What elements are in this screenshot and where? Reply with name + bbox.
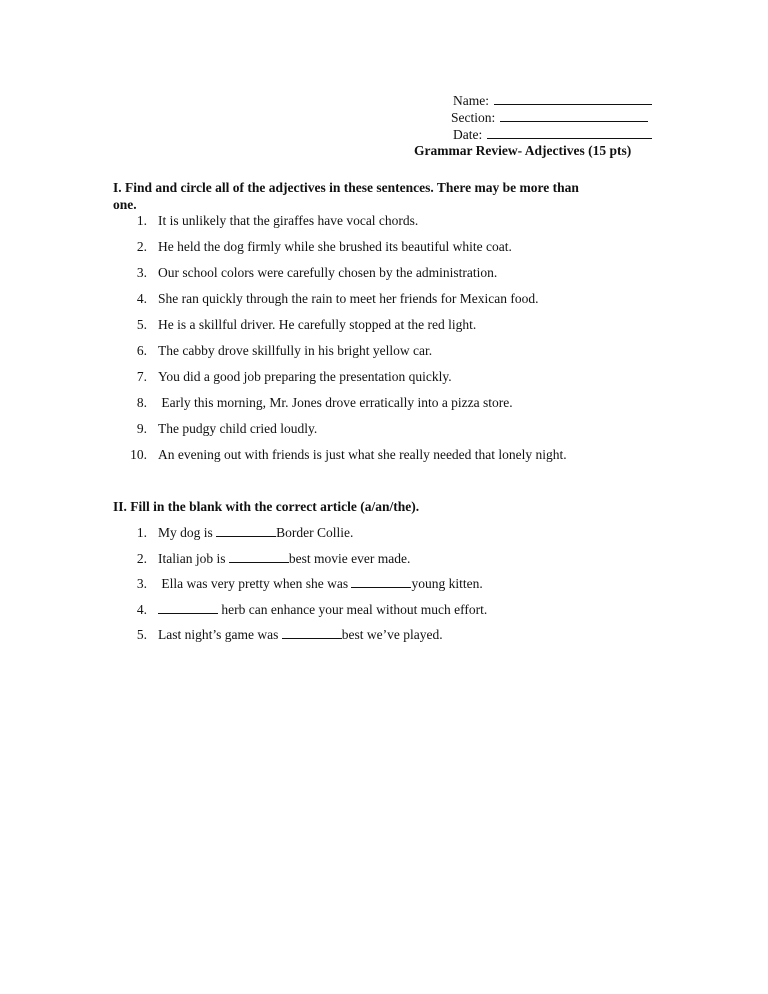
item-number: 7. <box>136 369 147 384</box>
answer-blank[interactable] <box>229 549 289 563</box>
item-number: 3. <box>136 265 147 280</box>
item-text <box>158 600 487 620</box>
item-text <box>158 523 353 543</box>
item-number: 6. <box>136 343 147 358</box>
answer-blank[interactable] <box>216 523 276 537</box>
item-text-after: young kitten. <box>411 576 483 592</box>
item-text <box>158 549 410 569</box>
item-text-after: herb can enhance your meal without much effort. <box>218 601 488 617</box>
date-field <box>453 126 652 143</box>
item-text: You did a good job preparing the presentation quickly. <box>158 369 452 384</box>
name-field <box>453 92 652 109</box>
name-label: Name: <box>453 93 489 108</box>
item-text: She ran quickly through the rain to meet her friends for Mexican food. <box>158 291 539 306</box>
item-number: 3. <box>136 576 147 592</box>
part1-heading-line2: one. <box>113 197 137 212</box>
item-text: An evening out with friends is just what she really needed that lonely night. <box>158 447 567 462</box>
answer-blank[interactable] <box>282 625 342 639</box>
item-text-before: Italian job is <box>158 550 229 566</box>
item-number: 2. <box>136 239 147 254</box>
item-number: 2. <box>136 550 147 566</box>
item-number: 10. <box>130 447 147 462</box>
item-number: 4. <box>136 601 147 617</box>
date-blank[interactable] <box>487 126 652 139</box>
name-blank[interactable] <box>494 92 652 105</box>
item-text-before: Ella was very pretty when she was <box>158 576 352 592</box>
item-text-after: best movie ever made. <box>288 550 411 566</box>
item-number: 9. <box>136 421 147 436</box>
item-text-after: best we’ve played. <box>341 627 443 643</box>
answer-blank[interactable] <box>351 574 411 588</box>
item-text: Our school colors were carefully chosen by the administration. <box>158 265 498 280</box>
item-number: 8. <box>136 395 147 410</box>
item-text-after: Border Collie. <box>276 525 354 540</box>
item-number: 5. <box>136 317 147 332</box>
item-text: He is a skillful driver. He carefully stopped at the red light. <box>158 317 477 332</box>
item-text-before: Last night’s game was <box>158 627 282 643</box>
section-blank[interactable] <box>500 109 648 122</box>
item-number: 1. <box>136 213 147 228</box>
date-label: Date: <box>453 127 483 142</box>
item-text: It is unlikely that the giraffes have vocal chords. <box>158 213 419 228</box>
item-number: 4. <box>136 291 147 306</box>
part2-heading: II. Fill in the blank with the correct article (a/an/the). <box>113 499 420 514</box>
item-text: The pudgy child cried loudly. <box>158 421 318 436</box>
item-text <box>158 625 443 645</box>
item-number: 1. <box>136 525 147 540</box>
item-text: He held the dog firmly while she brushed its beautiful white coat. <box>158 239 512 254</box>
section-field <box>451 109 648 126</box>
answer-blank[interactable] <box>158 600 218 614</box>
item-text <box>158 574 483 594</box>
section-label: Section: <box>451 110 496 125</box>
part1-heading-line1: I. Find and circle all of the adjectives in these sentences. There may be more than <box>113 180 579 195</box>
item-text-before: My dog is <box>158 525 217 540</box>
item-number: 5. <box>136 627 147 643</box>
item-text: The cabby drove skillfully in his bright yellow car. <box>158 343 433 358</box>
part1-heading <box>113 179 673 213</box>
worksheet-title: Grammar Review- Adjectives (15 pts) <box>414 143 632 158</box>
item-text: Early this morning, Mr. Jones drove erratically into a pizza store. <box>158 395 513 410</box>
